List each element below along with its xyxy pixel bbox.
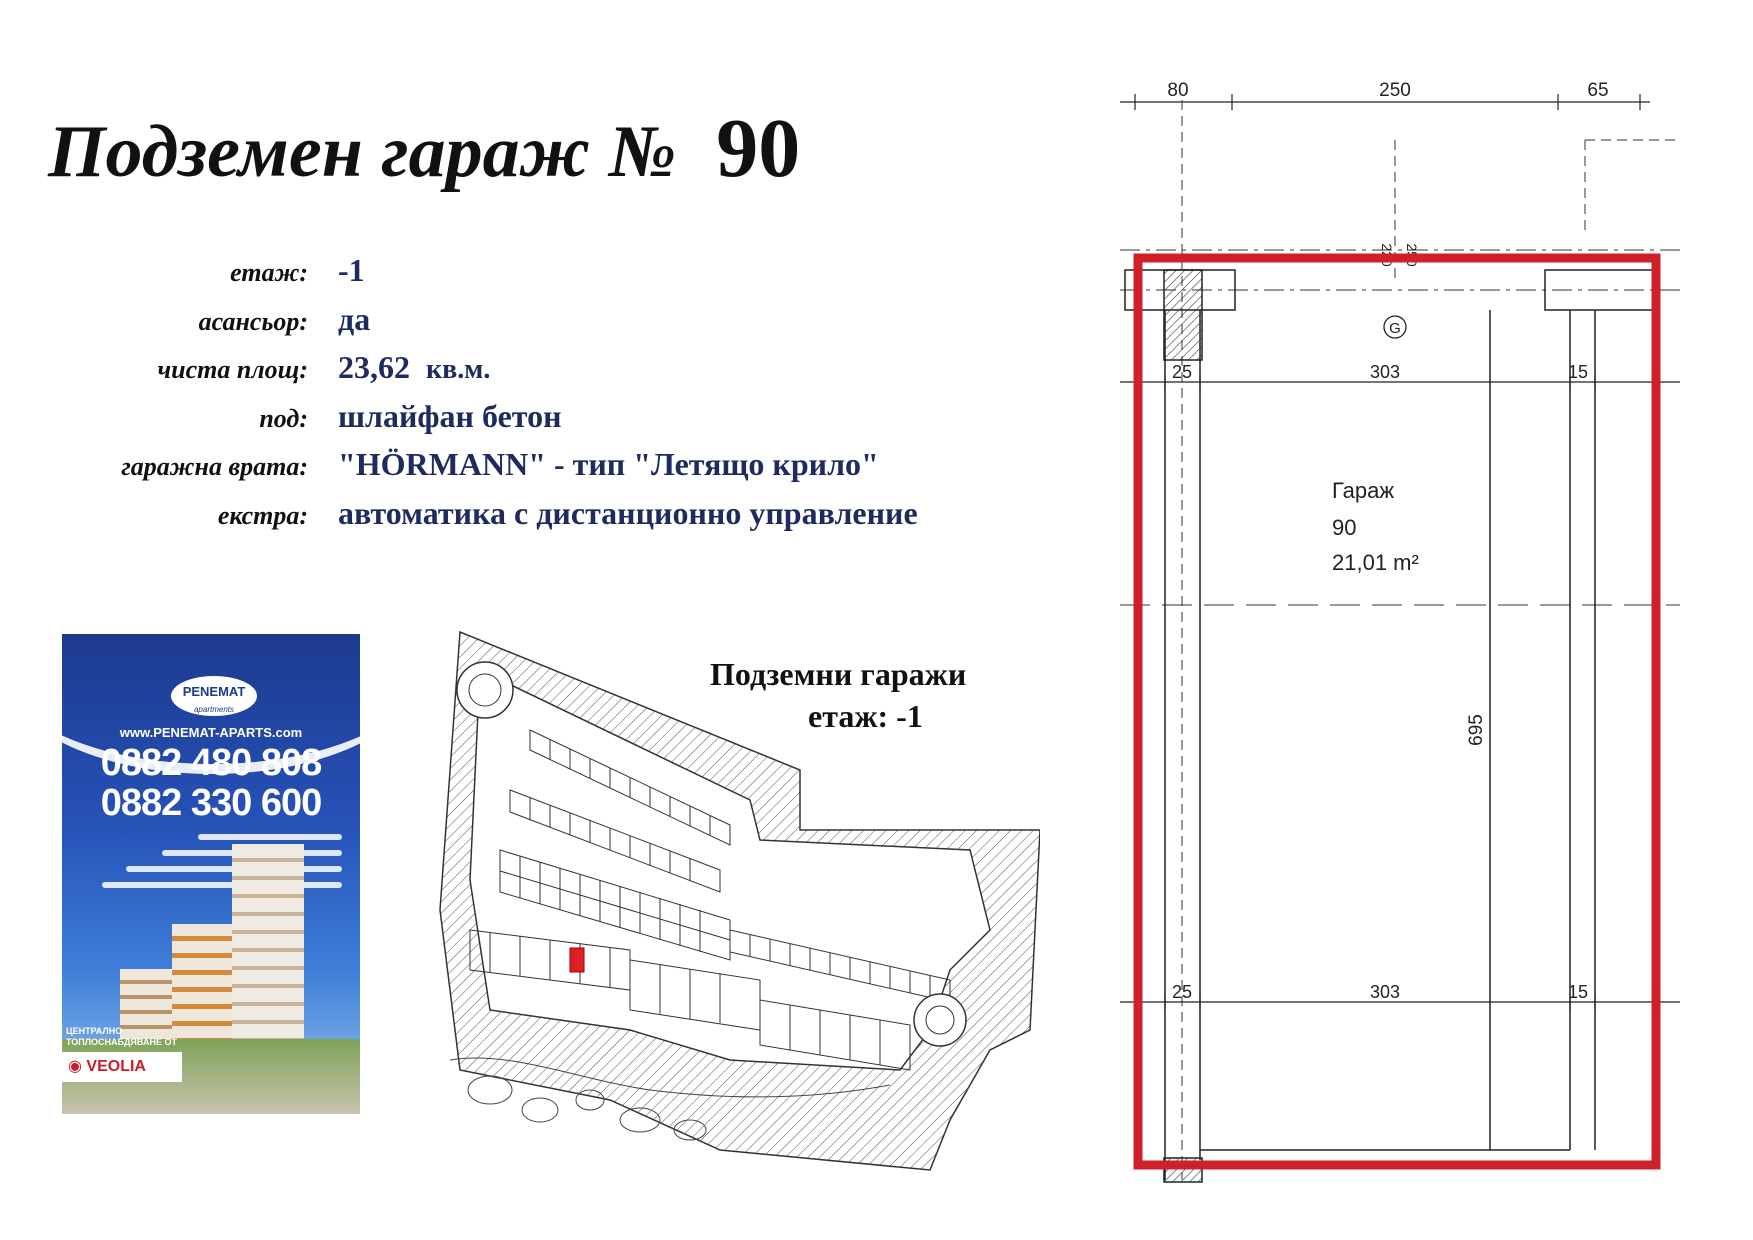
brand-name: PENEMAT [182,684,246,699]
stripe-decoration [102,834,342,914]
building-image [232,844,304,1064]
room-area: 21,01 m² [1332,550,1419,575]
spec-row-area [60,349,918,398]
site-plan [430,630,1040,1190]
site-plan-floor: етаж: -1 [808,698,923,734]
spec-label: гаражна врата: [121,452,308,481]
dim-text: 15 [1567,362,1589,382]
brand-logo [171,676,257,716]
spec-row-floor-type [60,398,918,447]
garage-number: 90 [716,102,801,195]
spec-label: асансьор: [198,306,308,336]
dim-text: 303 [1369,362,1401,382]
spec-value: автоматика с дистанционно управление [338,494,918,531]
spec-list [60,252,918,543]
spec-unit: кв.м. [426,354,491,385]
dim-text-small: 220 [1379,243,1395,267]
dim-text: 250 [1379,80,1411,101]
dim-text-small: 250 [1404,243,1420,267]
spec-label: под: [259,403,308,433]
advertisement-banner [62,634,360,1114]
brand-subtitle: apartments [193,705,235,714]
website-text: www.PENEMAT-APARTS.com [119,725,303,740]
garage-highlight-frame [1138,258,1656,1165]
veolia-logo: ◉ VEOLIA [62,1052,182,1082]
phone-number: 0882 330 600 [100,782,322,824]
walls [1125,270,1655,1180]
spec-label: чиста площ: [157,355,308,384]
veolia-text: VEOLIA [86,1058,146,1075]
spec-value: 23,62 [338,349,410,385]
heating-line: ТОПЛОСНАБДЯВАНЕ ОТ [66,1037,177,1047]
grid-marker-label: G [1389,320,1401,337]
spec-label: екстра: [217,500,308,530]
spec-value: "HÖRMANN" - тип "Летящо крило" [338,446,879,482]
spec-value: шлайфан бетон [338,397,562,434]
dim-text: 15 [1567,982,1589,1002]
spec-row-door [60,446,918,495]
page-title [48,100,800,197]
dim-text: 25 [1171,982,1193,1002]
spec-value: -1 [338,252,365,288]
heating-line: ЦЕНТРАЛНО [66,1026,123,1036]
dim-text: 80 [1167,80,1189,101]
dim-text-vertical: 695 [1466,714,1487,746]
spec-value-wrap [338,349,490,386]
heating-note [66,1026,177,1048]
spec-row-extra [60,495,918,544]
garage-90-highlight [570,948,584,972]
spec-value: да [338,300,371,337]
garage-floor-plan [1120,80,1680,1200]
dim-text: 25 [1171,362,1193,382]
title-text: Подземен гараж № [48,111,677,193]
ramp-circle [914,994,966,1046]
phone-number: 0882 480 808 [100,742,322,784]
column [1164,270,1202,360]
spec-row-elevator [60,301,918,350]
site-plan-caption: Подземни гаражи [710,656,967,692]
room-name: Гараж [1332,478,1395,503]
dim-text: 65 [1587,80,1609,101]
spec-row-floor [60,252,918,301]
dim-text: 303 [1369,982,1401,1002]
ramp-circle [457,662,513,718]
room-number: 90 [1332,515,1357,540]
spec-label: етаж: [230,258,308,287]
